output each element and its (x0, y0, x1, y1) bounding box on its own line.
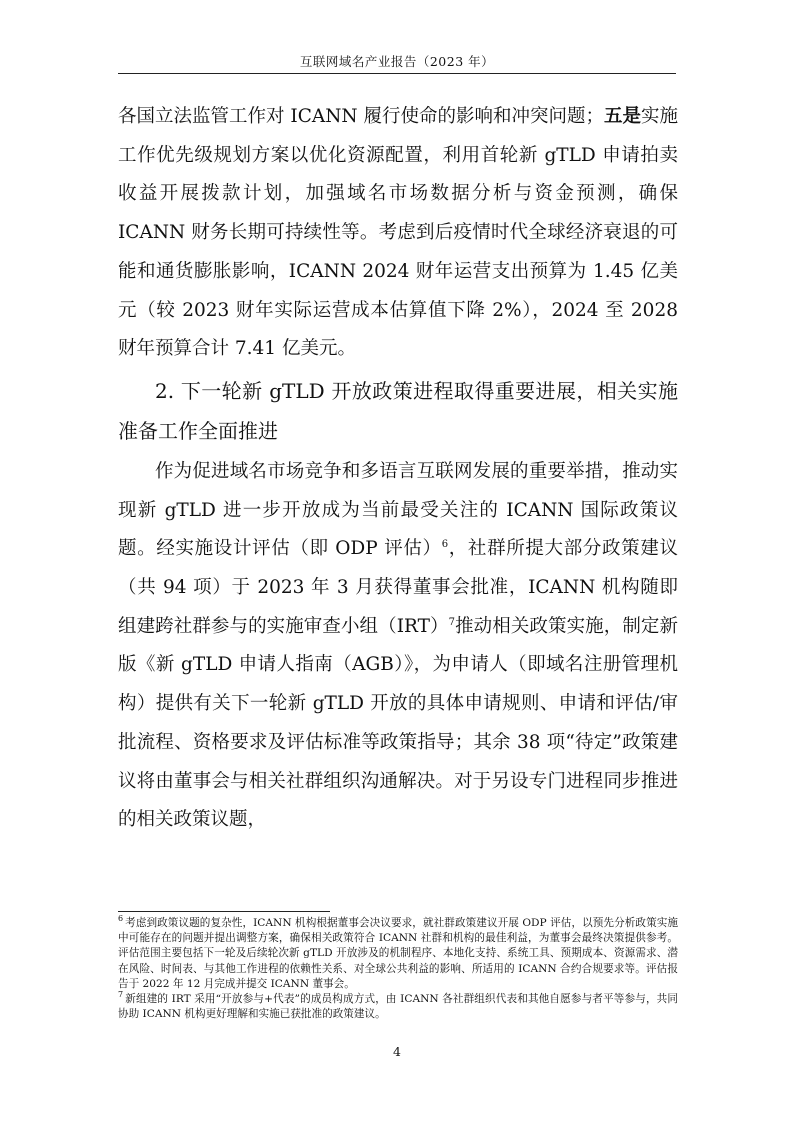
paragraph-1-before: 各国立法监管工作对 ICANN 履行使命的影响和冲突问题； (118, 106, 604, 127)
paragraph-1-after: 实施工作优先级规划方案以优化资源配置，利用首轮新 gTLD 申请拍卖收益开展拨款计划，加强域名市场数据分析与资金预测，确保 ICANN 财务长期可持续性等。考虑到后疫情时代全球经济衰退的可能和通货膨胀影响，ICANN 2024 财年运营支出预算为 1.45 亿美元（较 2023 财年实际运营成本估算值下降 2%），2024 至 2028 财年预算合计 7.41 亿美元。 (118, 106, 678, 360)
footnote-divider (118, 911, 330, 912)
footnote-7 (118, 992, 678, 1022)
header-divider (118, 73, 676, 74)
paragraph-2-part-2: ，社群所提大部分政策建议（共 94 项）于 2023 年 3 月获得董事会批准，ICANN 机构随即组建跨社群参与的实施审查小组（IRT） (118, 538, 678, 637)
footnote-7-number: 7 (118, 990, 124, 1000)
footnote-6-text: 考虑到政策议题的复杂性，ICANN 机构根据董事会决议要求，就社群政策建议开展 ODP 评估，以预先分析政策实施中可能存在的问题并提出调整方案，确保相关政策符合 ICANN 社群和机构的最佳利益，为董事会最终决策提供参考。评估范围主要包括下一轮及后续轮次新 gTLD 开放涉及的机制程序、本地化支持、系统工具、预期成本、资源需求、潜在风险、时间表、与其他工作进程的依赖性关系、对全球公共利益的影响、所适用的 ICANN 合约合规要求等。评估报告于 2022 年 12 月完成并提交 ICANN 董事会。 (118, 917, 678, 990)
footnotes (118, 916, 678, 1022)
footnote-7-text: 新组建的 IRT 采用“开放参与+代表”的成员构成方式，由 ICANN 各社群组织代表和其他自愿参与者平等参与，共同协助 ICANN 机构更好理解和实施已获批准的政策建议。 (118, 993, 678, 1021)
page-number: 4 (393, 1044, 401, 1059)
main-body (118, 98, 678, 840)
footnote-ref-6[interactable]: 6 (441, 539, 449, 551)
footnote-6-number: 6 (118, 914, 124, 924)
footnote-6 (118, 916, 678, 992)
running-header: 互联网域名产业报告（2023 年） (299, 54, 495, 69)
section-heading: 2. 下一轮新 gTLD 开放政策进程取得重要进展，相关实施准备工作全面推进 (118, 378, 678, 443)
paragraph-1-bold: 五是 (603, 106, 641, 127)
footnote-ref-7[interactable]: 7 (448, 616, 456, 628)
paragraph-1 (118, 98, 678, 369)
paragraph-2-part-1: 作为促进域名市场竞争和多语言互联网发展的重要举措，推动实现新 gTLD 进一步开放成为当前最受关注的 ICANN 国际政策议题。经实施设计评估（即 ODP 评估） (118, 460, 678, 560)
paragraph-2 (118, 453, 678, 840)
paragraph-2-part-3: 推动相关政策实施，制定新版《新 gTLD 申请人指南（AGB）》，为申请人（即域名注册管理机构）提供有关下一轮新 gTLD 开放的具体申请规则、申请和评估/审批流程、资格要求及评估标准等政策指导；其余 38 项“待定”政策建议将由董事会与相关社群组织沟通解决。对于另设专门进程同步推进的相关政策议题， (118, 615, 678, 831)
